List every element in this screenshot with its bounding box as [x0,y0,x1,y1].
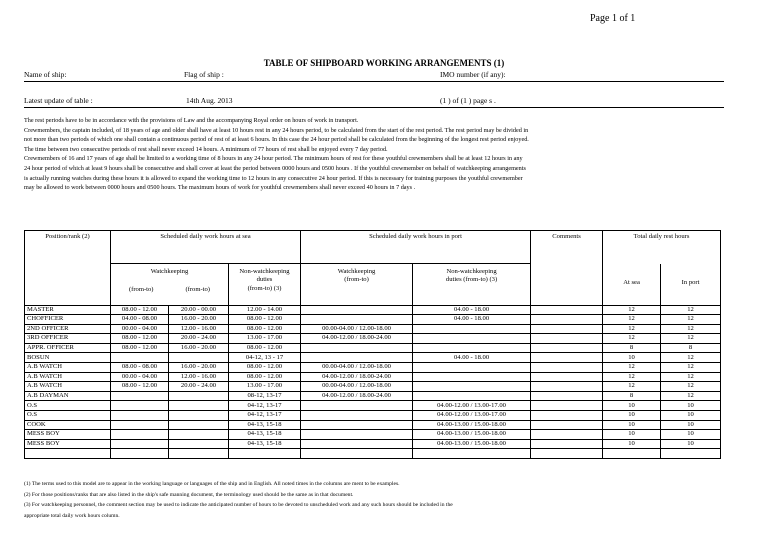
rest-in-port-cell: 12 [661,382,721,392]
in-port-rest-header: In port [661,264,721,306]
sea-watch-2-cell [169,430,229,440]
table-row [25,372,721,382]
port-watch-cell [301,411,413,421]
position-header: Position/rank (2) [25,231,111,264]
sea-non-watch-cell: 08.00 - 12.00 [229,315,301,325]
table-row [25,411,721,421]
position-cell: MESS BOY [25,439,111,449]
comments-cell [531,343,603,353]
table-row [25,343,721,353]
sea-watch-1-cell [111,401,169,411]
sea-watch-2-cell [169,439,229,449]
position-cell: A.B WATCH [25,372,111,382]
rules-line: may be allowed to work between 0000 hours and 0500 hours. The maximum hours of work for youthful crewmembers shall never exceed 40 hours in 7 days . [24,184,416,192]
rules-line: The rest periods have to be in accordance with the provisions of Law and the accompanying Royal order on hours of work in transport. [24,117,359,124]
rest-at-sea-cell: 12 [603,324,661,334]
sea-watch-2-cell: 20.00 - 24.00 [169,382,229,392]
comments-cell [531,305,603,315]
port-watch-line1: Watchkeeping [337,268,376,275]
position-cell: A.B WATCH [25,363,111,373]
sea-watch-1-cell: 08.00 - 08.00 [111,363,169,373]
port-watch-cell: 04.00-12.00 / 18.00-24.00 [301,372,413,382]
port-watch-cell [301,353,413,363]
comments-cell [531,430,603,440]
comments-cell [531,334,603,344]
rest-in-port-cell: 10 [661,420,721,430]
port-non-watch-cell [413,324,531,334]
table-row [25,420,721,430]
position-cell [25,449,111,459]
sea-non-watch-cell: 12.00 - 14.00 [229,305,301,315]
rest-in-port-cell: 10 [661,430,721,440]
rest-at-sea-cell: 10 [603,420,661,430]
comments-header: Comments [531,231,603,264]
port-non-watch-cell: 04.00-13.00 / 15.00-18.00 [413,439,531,449]
sea-watch-1-cell [111,449,169,459]
sea-watch-1-cell: 04.00 - 08.00 [111,315,169,325]
comments-subheader [531,264,603,306]
sea-watchkeeping-label: Watchkeeping [150,268,189,275]
table-row [25,401,721,411]
sea-non-watch-cell: 13.00 - 17.00 [229,334,301,344]
header-rule-2 [24,107,724,108]
table-row [25,382,721,392]
rest-in-port-cell: 12 [661,315,721,325]
port-non-watch-line1: Non-watchkeeping [446,268,497,275]
sea-non-watch-line2: duties [256,276,273,284]
comments-cell [531,324,603,334]
sea-watch-2-cell: 12.00 - 16.00 [169,324,229,334]
position-cell: COOK [25,420,111,430]
page-number: Page 1 of 1 [590,13,636,24]
rules-line: Crewmembers of 16 and 17 years of age shall be limited to a working time of 8 hours in any 24 hour period. The minimum hours of rest for these youthful crewmembers shall be at least 12 hours in any [24,155,523,163]
sea-watch-2-cell: 20.00 - 24.00 [169,334,229,344]
sea-non-watch-line1: Non-watchkeeping [239,268,290,275]
sea-non-watchkeeping-header [229,264,301,306]
sea-non-watch-cell: 04-13, 15-18 [229,430,301,440]
port-non-watch-line2: duties (from-to) (3) [445,276,498,284]
rules-line: 24 hour period of which at least 9 hours shall be consecutive and shall cover at least the period between 0000 hours and 0500 hours . If the youthful crewmember on behalf of watchkeeping arrangements [24,164,526,172]
from-to-label-2: (from-to) [185,286,211,294]
rest-at-sea-cell: 8 [603,343,661,353]
port-non-watch-cell: 04.00 - 18.00 [413,315,531,325]
port-watch-cell: 04.00-12.00 / 18.00-24.00 [301,391,413,401]
port-watch-cell [301,449,413,459]
port-non-watchkeeping-header [413,264,531,306]
table-row [25,430,721,440]
rest-at-sea-cell: 10 [603,439,661,449]
rules-line: Crewmembers, the captain included, of 18 years of age and older shall have at least 10 hours rest in any 24 hours period, to be calculated from the start of the rest period. The rest period may be divided in [24,126,529,134]
sea-watch-1-cell [111,439,169,449]
port-non-watch-cell [413,382,531,392]
position-cell: APPR. OFFICER [25,343,111,353]
at-sea-header: Scheduled daily work hours at sea [111,231,301,264]
port-non-watch-cell: 04.00-12.00 / 13.00-17.00 [413,401,531,411]
comments-cell [531,401,603,411]
port-non-watch-cell [413,372,531,382]
port-watch-cell [301,343,413,353]
comments-cell [531,449,603,459]
sea-watch-2-cell: 20.00 - 00.00 [169,305,229,315]
footnote: (2) For those positions/ranks that are also listed in the ship's safe manning document, the terminology used should be the same as in that document. [24,491,354,498]
table-row [25,391,721,401]
position-cell: MESS BOY [25,430,111,440]
working-arrangements-table [24,230,721,459]
port-watch-cell: 04.00-12.00 / 18.00-24.00 [301,334,413,344]
position-cell: 2ND OFFICER [25,324,111,334]
table-body [25,305,721,459]
rest-in-port-cell: 10 [661,401,721,411]
sea-non-watch-cell: 04-13, 15-18 [229,439,301,449]
table-row [25,305,721,315]
port-watch-cell: 00.00-04.00 / 12.00-18.00 [301,324,413,334]
table-row [25,334,721,344]
table-row [25,363,721,373]
sea-watch-1-cell: 00.00 - 04.00 [111,372,169,382]
sea-watch-1-cell: 08.00 - 12.00 [111,343,169,353]
in-port-header: Scheduled daily work hours in port [301,231,531,264]
footnotes [24,479,744,521]
sea-watch-2-cell [169,420,229,430]
sea-watch-1-cell: 08.00 - 12.00 [111,334,169,344]
sea-watch-1-cell [111,430,169,440]
table-row [25,353,721,363]
port-watch-cell [301,401,413,411]
imo-number-label: IMO number (if any): [440,70,506,79]
comments-cell [531,382,603,392]
rules-line: is actually running watches during these hours it is allowed to expand the working time to 12 hours in any consecutive 24 hour period. If this is necessary for training purposes the youthful crewmember [24,174,523,182]
port-non-watch-cell [413,343,531,353]
sea-watch-2-cell [169,391,229,401]
sea-watch-2-cell [169,353,229,363]
sea-non-watch-cell: 08.00 - 12.00 [229,363,301,373]
sea-watch-2-cell [169,401,229,411]
rest-in-port-cell: 12 [661,391,721,401]
table-row [25,315,721,325]
sea-watch-1-cell [111,411,169,421]
from-to-label-1: (from-to) [128,286,154,294]
table-subheader-row [25,264,721,306]
rest-in-port-cell: 12 [661,363,721,373]
sea-non-watch-cell: 04-12, 13 - 17 [229,353,301,363]
position-cell: 3RD OFFICER [25,334,111,344]
footnote: appropriate total daily work hours column. [24,512,120,519]
position-cell: MASTER [25,305,111,315]
port-non-watch-cell: 04.00-12.00 / 13.00-17.00 [413,411,531,421]
port-non-watch-cell: 04.00-13.00 / 15.00-18.00 [413,430,531,440]
sea-non-watch-line3: (from-to) (3) [247,284,282,292]
port-non-watch-cell [413,449,531,459]
sea-watch-2-cell: 12.00 - 16.00 [169,372,229,382]
sea-non-watch-cell: 08.00 - 12.00 [229,372,301,382]
port-watch-cell [301,315,413,325]
header-rule-1 [24,81,724,82]
latest-update-label: Latest update of table : [24,96,93,105]
port-watch-line2: (from-to) [344,276,369,284]
port-watch-cell: 00.00-04.00 / 12.00-18.00 [301,382,413,392]
sea-watch-2-cell [169,449,229,459]
port-watch-cell [301,305,413,315]
table-row [25,324,721,334]
port-watch-cell [301,439,413,449]
port-watch-cell [301,430,413,440]
port-non-watch-cell [413,363,531,373]
at-sea-rest-header: At sea [603,264,661,306]
port-watch-cell [301,420,413,430]
rest-in-port-cell: 12 [661,334,721,344]
port-non-watch-cell: 04.00-13.00 / 15.00-18.00 [413,420,531,430]
comments-cell [531,391,603,401]
sea-watch-2-cell [169,411,229,421]
sea-watch-1-cell [111,391,169,401]
comments-cell [531,372,603,382]
comments-cell [531,411,603,421]
table-header-row [25,231,721,264]
rest-in-port-cell: 10 [661,411,721,421]
comments-cell [531,363,603,373]
sea-watch-2-cell: 16.00 - 20.00 [169,363,229,373]
footnote: (3) For watchkeeping personnel, the comment section may be used to indicate the anticipated number of hours to be devoted to unscheduled work and any such hours should be included in the [24,502,453,508]
rest-at-sea-cell: 12 [603,305,661,315]
pages-count: (1 ) of (1 ) page s . [440,96,496,105]
sea-watch-1-cell [111,353,169,363]
rest-in-port-cell: 10 [661,439,721,449]
document-title: TABLE OF SHIPBOARD WORKING ARRANGEMENTS (1) [263,58,505,68]
port-non-watch-cell: 04.00 - 18.00 [413,353,531,363]
rules-line: The time between two consecutive periods of rest shall never exceed 14 hours. A minimum of 77 hours of rest shall be enjoyed every 7 day period. [24,145,388,153]
sea-non-watch-cell: 04-12, 13-17 [229,411,301,421]
sea-watchkeeping-header [111,264,229,306]
table-row [25,449,721,459]
sea-watch-1-cell: 08.00 - 12.00 [111,382,169,392]
port-non-watch-cell: 04.00 - 18.00 [413,305,531,315]
sea-watch-1-cell: 08.00 - 12.00 [111,305,169,315]
rest-at-sea-cell: 12 [603,363,661,373]
rest-at-sea-cell: 8 [603,391,661,401]
position-cell: O.S [25,401,111,411]
rest-at-sea-cell: 12 [603,382,661,392]
comments-cell [531,439,603,449]
rules-line: not more than two periods of which one shall contain a continuous period of rest of at least 6 hours. In this case the 24 hour period shall be calculated from the beginning of the longest rest period enjoyed. [24,136,529,144]
rest-in-port-cell: 12 [661,353,721,363]
comments-cell [531,353,603,363]
position-cell: O.S [25,411,111,421]
table-row [25,439,721,449]
sea-non-watch-cell: 08-12, 13-17 [229,391,301,401]
rest-at-sea-cell: 10 [603,401,661,411]
rest-in-port-cell: 12 [661,372,721,382]
position-cell: CHOFFICER [25,315,111,325]
port-watchkeeping-header [301,264,413,306]
rest-at-sea-cell: 10 [603,411,661,421]
rest-hours-header: Total daily rest hours [603,231,721,264]
sea-non-watch-cell: 04-12, 13-17 [229,401,301,411]
name-of-ship-label: Name of ship: [24,70,67,79]
rest-at-sea-cell: 10 [603,430,661,440]
port-watch-cell: 00.00-04.00 / 12.00-18.00 [301,363,413,373]
flag-of-ship-label: Flag of ship : [184,70,224,79]
sea-non-watch-cell: 08.00 - 12.00 [229,343,301,353]
sea-watch-2-cell: 16.00 - 20.00 [169,343,229,353]
position-cell: BOSUN [25,353,111,363]
comments-cell [531,315,603,325]
rest-at-sea-cell: 12 [603,372,661,382]
sea-non-watch-cell [229,449,301,459]
rest-at-sea-cell: 10 [603,353,661,363]
port-non-watch-cell [413,391,531,401]
sea-non-watch-cell: 13.00 - 17.00 [229,382,301,392]
rest-period-rules-text [24,116,764,193]
rest-in-port-cell [661,449,721,459]
rest-at-sea-cell: 12 [603,334,661,344]
rest-at-sea-cell [603,449,661,459]
footnote: (1) The terms used to this model are to appear in the working language or languages of the ship and in English. All noted times in the columns are ment to be examples. [24,481,400,487]
position-cell: A.B DAYMAN [25,391,111,401]
position-cell: A.B WATCH [25,382,111,392]
latest-update-value: 14th Aug. 2013 [186,96,233,105]
rest-at-sea-cell: 12 [603,315,661,325]
rest-in-port-cell: 8 [661,343,721,353]
comments-cell [531,420,603,430]
sea-non-watch-cell: 04-13, 15-18 [229,420,301,430]
rest-in-port-cell: 12 [661,305,721,315]
sea-watch-1-cell [111,420,169,430]
port-non-watch-cell [413,334,531,344]
sea-watch-1-cell: 00.00 - 04.00 [111,324,169,334]
position-subheader [25,264,111,306]
sea-non-watch-cell: 08.00 - 12.00 [229,324,301,334]
rest-in-port-cell: 12 [661,324,721,334]
sea-watch-2-cell: 16.00 - 20.00 [169,315,229,325]
